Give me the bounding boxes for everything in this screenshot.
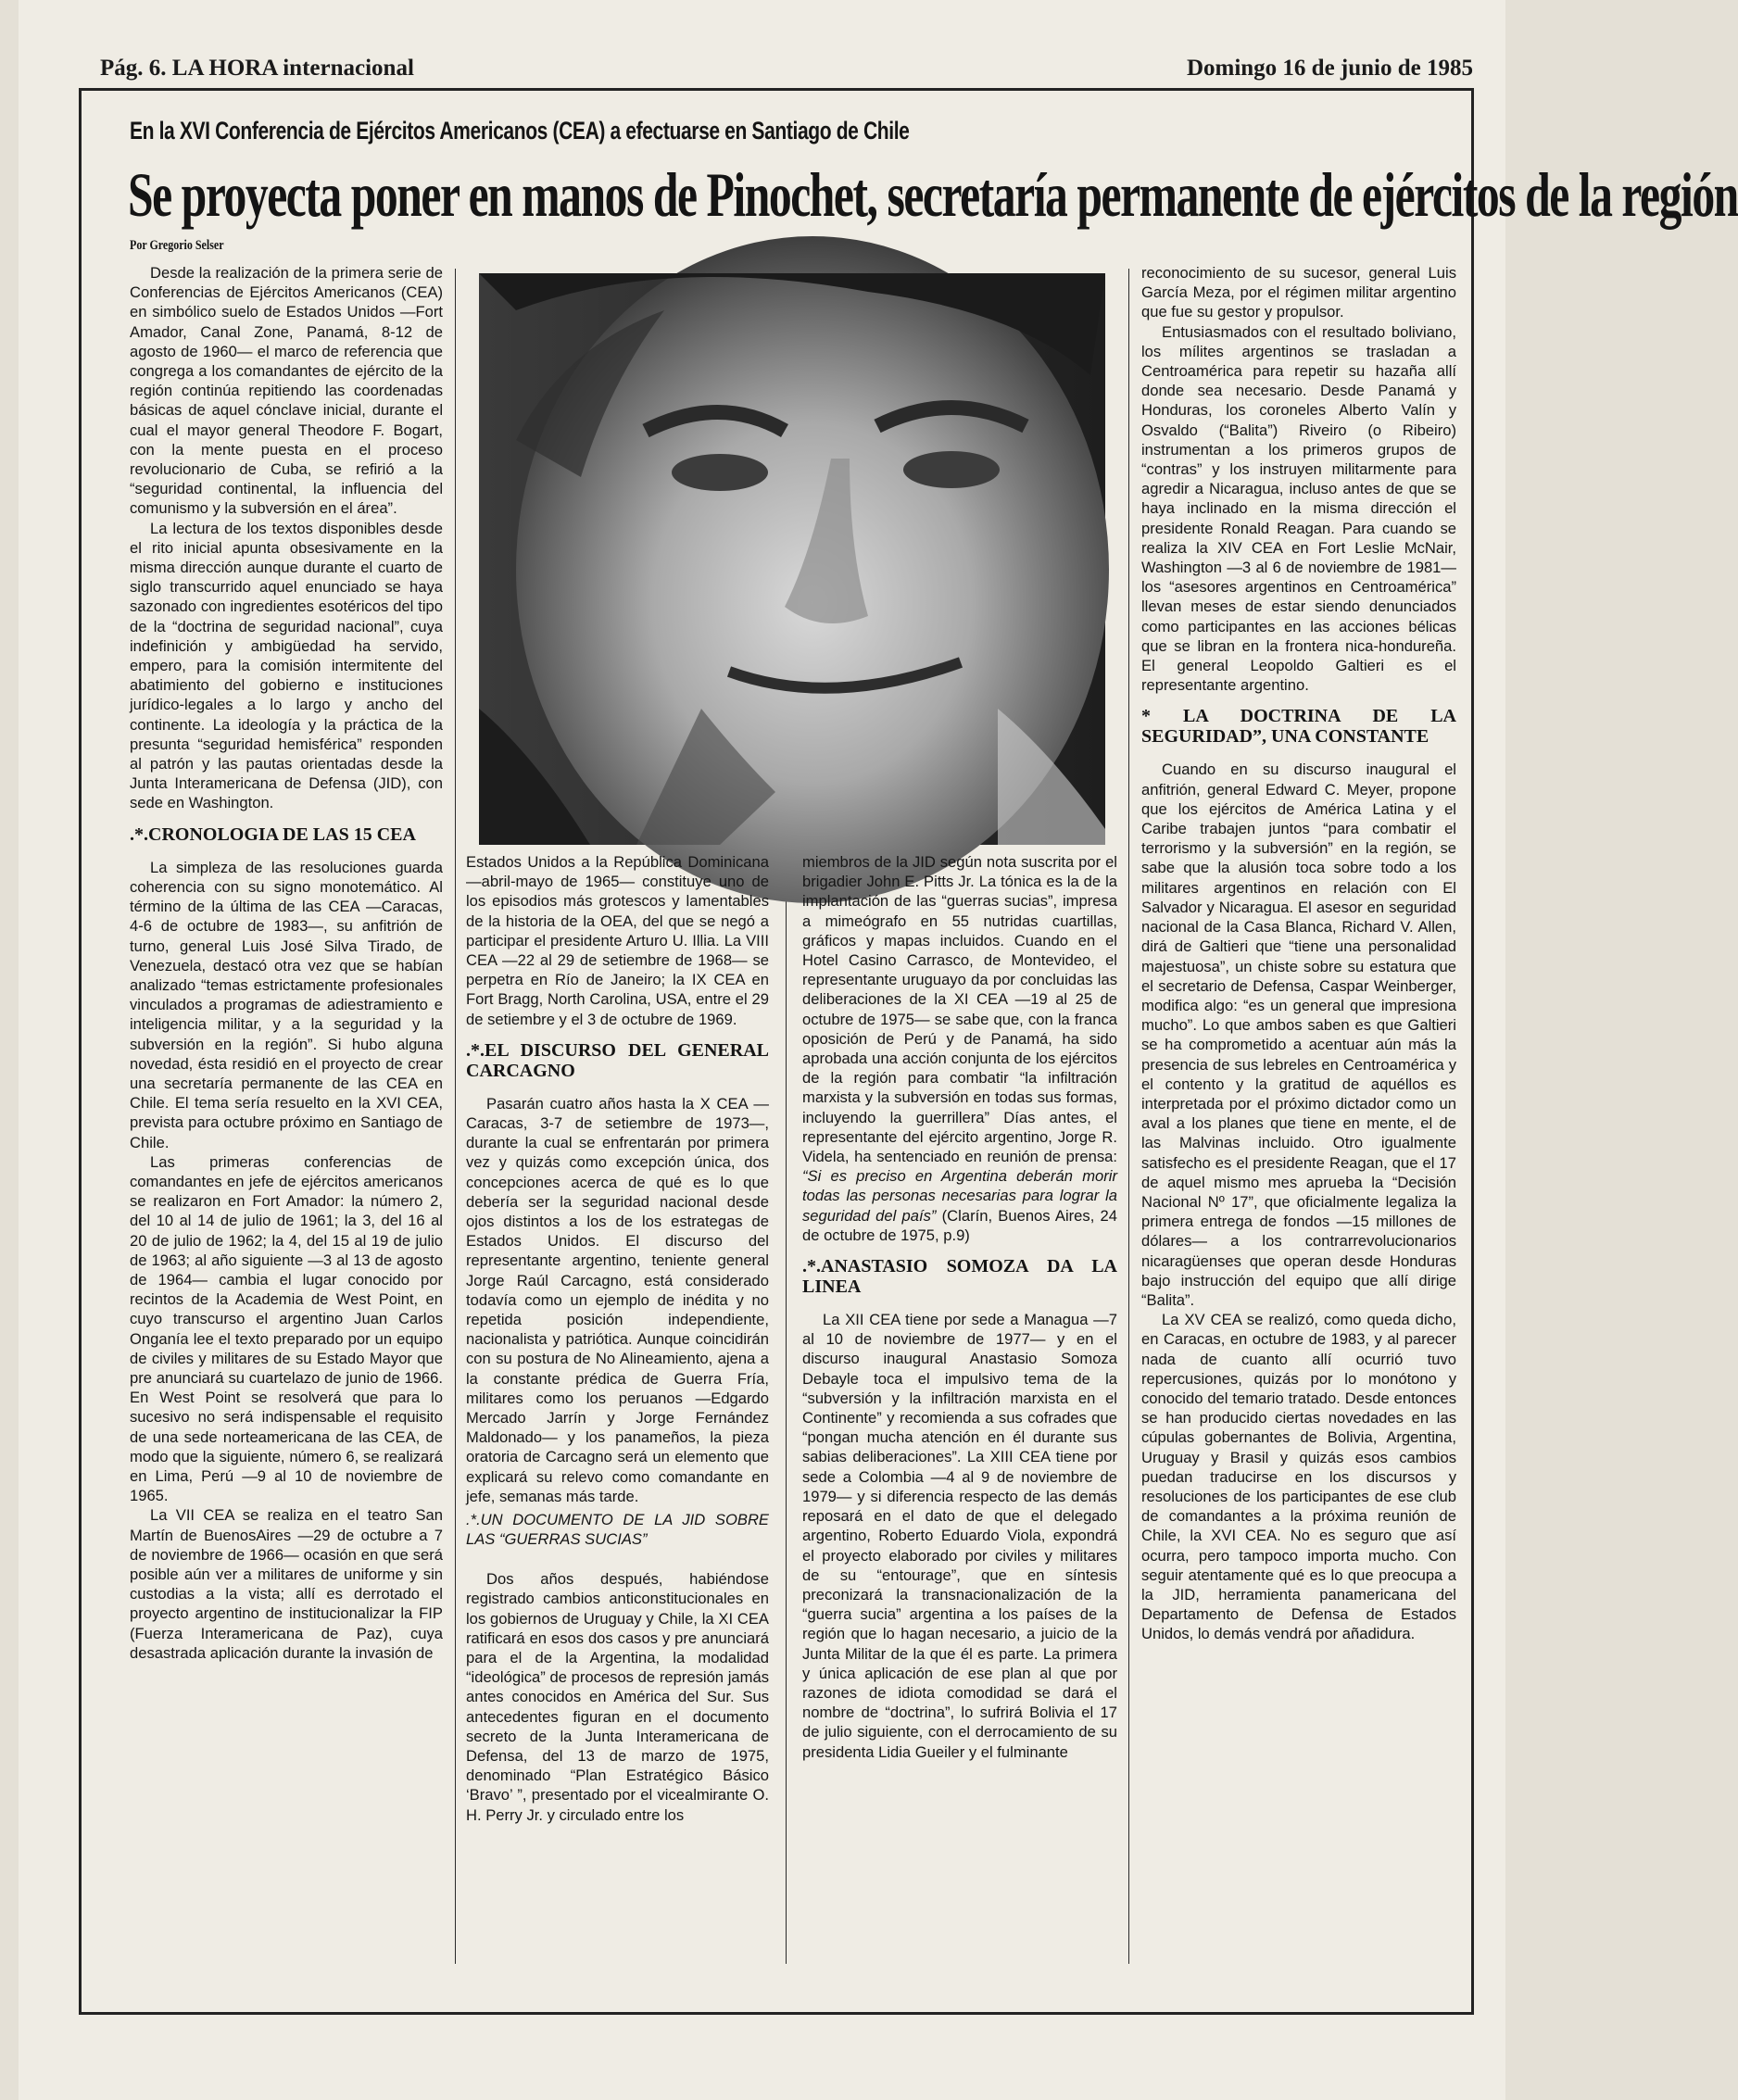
portrait-photo-graphic — [479, 273, 1105, 845]
section-heading: .*.ANASTASIO SOMOZA DA LA LINEA — [802, 1256, 1117, 1298]
column-rule — [786, 852, 787, 1964]
section-heading: * LA DOCTRINA DE LA SEGURIDAD”, UNA CONSTANTE — [1141, 706, 1456, 748]
column-rule — [455, 269, 456, 1964]
section-heading: .*.EL DISCURSO DEL GENERAL CARCAGNO — [466, 1039, 769, 1081]
headline: Se proyecta poner en manos de Pinochet, secretaría permanente de ejércitos de la región — [128, 159, 1738, 230]
paragraph: La XV CEA se realizó, como queda dicho, en Caracas, en octubre de 1983, y al parecer nada de cuanto allí ocurrió tuvo repercusiones, quizás por lo monótono y conocido del temario tratado. Desde entonces se han producido ciertas novedades en las cúpulas gobernantes de Bolivia, Argentina, Uruguay y Brasil y quizás esos cambios puedan traducirse en los discursos y resoluciones de los participantes de ese club de comandantes a la próxima reunión de Chile, la XVI CEA. No es seguro que así ocurra, pero tampoco importa mucho. Con seguir atentamente qué es lo que preocupa a la JID, herramienta panamericana del Departamento de Defensa de Estados Unidos, lo demás vendrá por añadidura. — [1141, 1311, 1456, 1643]
issue-date: Domingo 16 de junio de 1985 — [1186, 56, 1473, 81]
paragraph: La lectura de los textos disponibles desde el rito inicial apunta obsesivamente en la misma dirección aunque durante el cuarto de siglo transcurrido aquel enunciado se haya sazonado con ingredientes esotéricos del tipo de la “doctrina de seguridad nacional”, cuya indefinición y ambigüedad ha servido, empero, para la comisión intermitente del abatimiento del gobierno e instituciones jurídico-legales a lo largo y ancho del continente. La ideología y la práctica de la presunta “seguridad hemisférica” responden al patrón y las pautas orientadas desde la Junta Interamericana de Defensa (JID), con sede en Washington. — [130, 519, 443, 812]
page-label: Pág. 6. LA HORA internacional — [100, 56, 414, 81]
paragraph: La simpleza de las resoluciones guarda coherencia con su signo monotemático. Al término de la última de las CEA —Caracas, 4-6 de octubre de 1983—, su anfitrión de turno, general Luis José Silva Tirado, de Venezuela, destacó otra vez que se habían analizado “temas estrictamente profesionales vinculados a programas de adiestramiento e inteligencia militar, y a la seguridad y la subversión en la región”. Si hubo alguna novedad, ésta residió en el proyecto de crear una secretaría permanente de las CEA en Chile. El tema sería resuelto en la XVI CEA, prevista para octubre próximo en Santiago de Chile. — [130, 858, 443, 1151]
byline: Por Gregorio Selser — [130, 238, 224, 253]
paragraph: Pasarán cuatro años hasta la X CEA —Caracas, 3-7 de setiembre de 1973—, durante la cual se enfrentarán por primera vez y quizás como excepción única, dos concepciones acerca de qué es lo que debería ser la seguridad nacional desde ojos distintos a los de los estrategas de Estados Unidos. El discurso del representante argentino, teniente general Jorge Raúl Carcagno, está considerado todavía como un ejemplo de inédita y no repetida posición independiente, nacionalista y patriótica. Aunque coincidirán con su postura de No Alineamiento, ajena a la constante prédica de Guerra Fría, militares como los peruanos —Edgardo Mercado Jarrín y Jorge Fernández Maldonado— y los panameños, la pieza oratoria de Carcagno será un elemento que explicará su relevo como comandante en jefe, semanas más tarde. — [466, 1094, 769, 1505]
section-heading: .*.CRONOLOGIA DE LAS 15 CEA — [130, 824, 416, 845]
column-rule — [1128, 269, 1129, 1964]
paragraph: reconocimiento de su sucesor, general Luis García Meza, por el régimen militar argentino que fue su gestor y propulsor. — [1141, 264, 1456, 321]
paragraph: Entusiasmados con el resultado boliviano, los mílites argentinos se trasladan a Centroamérica para repetir su hazaña allí donde sea necesario. Desde Panamá y Honduras, los coroneles Alberto Valín y Osvaldo (“Balita”) Riveiro (o Ribeiro) instrumentan a los primeros grupos de “contras” y los instruyen militarmente para agredir a Nicaragua, incluso antes de que se haya inclinado en la misma dirección el presidente Ronald Reagan. Para cuando se realiza la XIV CEA en Fort Leslie McNair, Washington —3 al 6 de noviembre de 1981— los “asesores argentinos en Centroamérica” llevan meses de estar siendo denunciados como participantes en las acciones bélicas que se libran en la frontera nica-hondureña. El general Leopoldo Galtieri es el representante argentino. — [1141, 322, 1456, 695]
article-column-3 — [802, 852, 1117, 1762]
paragraph: La VII CEA se realiza en el teatro San Martín de BuenosAires —29 de octubre a 7 de noviembre de 1966— ocasión en que será posible aún ver a militares de uniforme y sin custodias a la vista; allí es derrotado el proyecto argentino de institucionalizar la FIP (Fuerza Interamericana de Paz), cuya desastrada aplicación durante la invasión de — [130, 1506, 443, 1662]
paragraph: Las primeras conferencias de comandantes en jefe de ejércitos americanos se realizaron en Fort Amador: la número 2, del 10 al 14 de julio de 1961; la 3, del 16 al 20 de julio de 1962; la 4, del 15 al 19 de julio de 1963; al año siguiente —3 al 13 de agosto de 1964— cambia el lugar conocido por recintos de la Academia de West Point, en cuyo transcurso el argentino Juan Carlos Onganía lee el texto preparado por un equipo de civiles y militares de su Estado Mayor que pre anunciará su cuartelazo de junio de 1966. En West Point se resolverá que para lo sucesivo no será indispensable el requisito de una sede norteamericana de las CEA, de modo que la siguiente, número 6, se realizará en Lima, Perú —9 al 10 de noviembre de 1965. — [130, 1152, 443, 1505]
paragraph: Estados Unidos a la República Dominicana —abril-mayo de 1965— constituye uno de los episodios más grotescos y lamentables de la historia de la OEA, del que se negó a participar el presidente Arturo U. Illia. La VIII CEA —22 al 29 de setiembre de 1968— se perpetra en Río de Janeiro; la IX CEA en Fort Bragg, North Carolina, USA, entre el 29 de setiembre y el 3 de octubre de 1969. — [466, 853, 769, 1028]
portrait-photo — [479, 273, 1105, 845]
article-column-4 — [1141, 263, 1456, 1644]
kicker: En la XVI Conferencia de Ejércitos Americanos (CEA) a efectuarse en Santiago de Chile — [130, 117, 910, 145]
paragraph-text: miembros de la JID según nota suscrita por el brigadier John E. Pitts Jr. La tónica es la de la implantación de las “guerras sucias”, impresa a mimeógrafo en 55 nutridas cuartillas, gráficos y mapas incluidos. Cuando en el Hotel Casino Carrasco, de Montevideo, el representante uruguayo da por concluidas las deliberaciones de la XI CEA —19 al 25 de octubre de 1975— se sabe que, con la franca oposición de Perú y de Panamá, ha sido aprobada una acción conjunta de los ejércitos de la región para combatir “la infiltración marxista y la subversión en todas sus formas, incluyendo la guerrillera” Días antes, el representante del ejército argentino, Jorge R. Videla, ha sentenciado en reunión de prensa: — [802, 853, 1117, 1166]
article-column-2 — [466, 852, 769, 1825]
quote: “Si es preciso en Argentina deberán morir todas las personas necesarias para lograr la seguridad del país” — [802, 1167, 1117, 1225]
paragraph: Desde la realización de la primera serie de Conferencias de Ejércitos Americanos (CEA) en simbólico suelo de Estados Unidos —Fort Amador, Canal Zone, Panamá, 8-12 de agosto de 1960— el marco de referencia que congrega a los comandantes de ejército de la región continúa repitiendo las coordenadas básicas de aquel cónclave inicial, durante el cual el mayor general Theodore F. Bogart, con la mente puesta en el proceso revolucionario de Cuba, se refirió a la “seguridad continental, la influencia del comunismo y la subversión en el área”. — [130, 264, 443, 518]
article-column-1 — [130, 263, 443, 1663]
paragraph — [802, 852, 1117, 1245]
paragraph: Cuando en su discurso inaugural el anfitrión, general Edward C. Meyer, propone que los ejércitos de América Latina y el Caribe trabajen juntos “para combatir el terrorismo y la subversión” en la región, se sabe que la alusión toca sobre todo a los militares argentinos en relación con El Salvador y Nicaragua. El asesor en seguridad nacional de la Casa Blanca, Richard V. Allen, dirá de Galtieri que “tiene una personalidad majestuosa”, un chiste sobre su estatura que el secretario de Defensa, Caspar Weinberger, modifica algo: “es un general que impresiona mucho”. Lo que ambos saben es que Galtieri se ha comprometido a acentuar aún más la presencia de sus lebreles en Centroamérica y el contento y la gratitud de aquéllos es interpretada por el próximo dictador como un aval a los planes que tiene en mente, el de las Malvinas incluido. Otro igualmente satisfecho es el presidente Reagan, que el 17 de aquel mismo mes aprueba la “Decisión Nacional Nº 17”, que oficialmente legaliza la primera entrega de fondos —15 millones de dólares— a los contrarrevolucionarios nicaragüenses que operan desde Honduras bajo instrucción del equipo que allí dirige “Balita”. — [1141, 761, 1456, 1309]
section-heading: .*.UN DOCUMENTO DE LA JID SOBRE LAS “GUERRAS SUCIAS” — [466, 1511, 769, 1549]
quote-source: (Clarín, Buenos Aires, 24 de octubre de 1975, p.9) — [802, 1206, 1118, 1244]
paragraph: Dos años después, habiéndose registrado cambios anticonstitucionales en los gobiernos de Uruguay y Chile, la XI CEA ratificará en esos dos casos y pre anunciará para el de la Argentina, la modalidad “ideológica” de procesos de represión jamás antes conocidos en América del Sur. Sus antecedentes figuran en el documento secreto de la Junta Interamericana de Defensa, del 13 de marzo de 1975, denominado “Plan Estratégico Básico ‘Bravo’ ”, presentado por el vicealmirante O. H. Perry Jr. y circulado entre los — [466, 1570, 769, 1824]
paragraph: La XII CEA tiene por sede a Managua —7 al 10 de noviembre de 1977— y en el discurso inaugural Anastasio Somoza Debayle toca el impulsivo tema de la “subversión y la infiltración marxista en el Continente” y recomienda a sus cofrades que “pongan mucha atención en él durante sus sabias deliberaciones”. La XIII CEA tiene por sede a Colombia —4 al 9 de noviembre de 1979— y si diferencia respecto de las demás reposará en el dato de que el delegado argentino, Roberto Eduardo Viola, expondrá el proyecto elaborado por civiles y militares de su “entourage”, que en síntesis preconizará la transnacionalización de la “guerra sucia” argentina a los países de la región que lo hagan necesario, a juicio de la Junta Militar de la que él es parte. La primera y única aplicación de ese plan al que por razones de idiota comodidad se dará el nombre de “doctrina”, lo sufrirá Bolivia el 17 de julio siguiente, con el derrocamiento de su presidenta Lidia Gueiler y el fulminante — [802, 1311, 1117, 1761]
